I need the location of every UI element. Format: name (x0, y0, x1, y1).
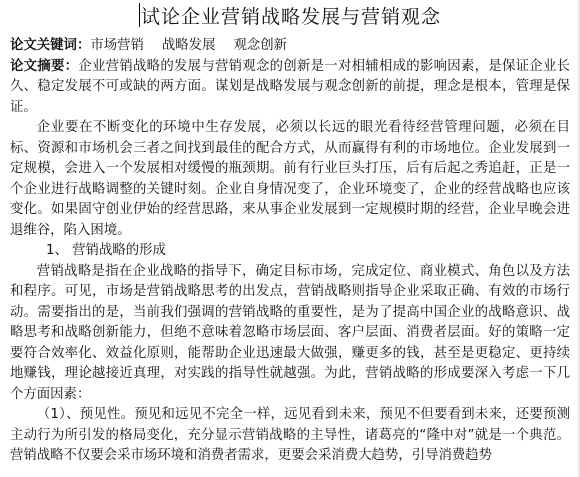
abstract-text: 企业营销战略的发展与营销观念的创新是一对相辅相成的影响因素，是保证企业长久、稳定发展不可或缺的两方面。谋划是战略发展与观念创新的前提，理念是根本，管理是保证。 (10, 58, 570, 115)
keyword-2: 战略发展 (161, 38, 216, 53)
document-body[interactable] (10, 36, 570, 467)
body-paragraph-1: 企业要在不断变化的环境中生存发展，必须以长远的眼光看待经营管理问题，必须在目标、资源和市场机会三者之间找到最佳的配合方式，从而赢得有利的市场地位。企业发展到一定规模，会进入一个发展相对缓慢的瓶颈期。前有行业巨头打压，后有后起之秀追赶，正是一个企业进行战略调整的关键时刻。企业自身情况变了，企业环境变了，企业的经营战略也应该变化。如果固守创业伊始的经营思路，来从事企业发展到一定规模时期的经营，企业早晚会进退维谷，陷入困境。 (10, 120, 570, 238)
document-title[interactable]: 试论企业营销战略发展与营销观念 (140, 6, 441, 28)
keyword-3: 观念创新 (233, 38, 288, 53)
abstract-paragraph (10, 57, 570, 119)
text-cursor (139, 3, 140, 27)
section-paragraph-2: （1）、预见性。预见和远见不完全一样，远见看到未来，预见不但要看到未来，还要预测主动行为所引发的格局变化，充分显示营销战略的主导性，诸葛亮的“隆中对”就是一个典范。营销战略不仅要会采市场环境和消费者需求，更要会采消费大趋势，引导消费趋势 (10, 407, 570, 463)
keywords-label: 论文关键词： (10, 38, 91, 53)
section-heading: 1、 营销战略的形成 (46, 243, 166, 258)
keyword-1: 市场营销 (90, 38, 144, 53)
abstract-label: 论文摘要： (10, 58, 79, 74)
keywords-line (10, 36, 570, 57)
section-paragraph-1: 营销战略是指在企业战略的指导下，确定目标市场，完成定位、商业模式、角色以及方法和程序。可见，市场是营销战略思考的出发点，营销战略则指导企业采取正确、有效的市场行动。需要指出的是，当前我们强调的营销战略的重要性，是为了提高中国企业的战略意识、战略思考和战略创新能力，但绝不意味着忽略市场层面、客户层面、消费者层面。好的策略一定要符合效率化、效益化原则，能帮助企业迅速最大做强，赚更多的钱，甚至是更稳定、更持续地赚钱，理论越接近真理，对实践的指导性就越强。为此，营销战略的形成要深入考虑一下几个方面因素： (10, 263, 570, 402)
title-line (0, 2, 580, 29)
